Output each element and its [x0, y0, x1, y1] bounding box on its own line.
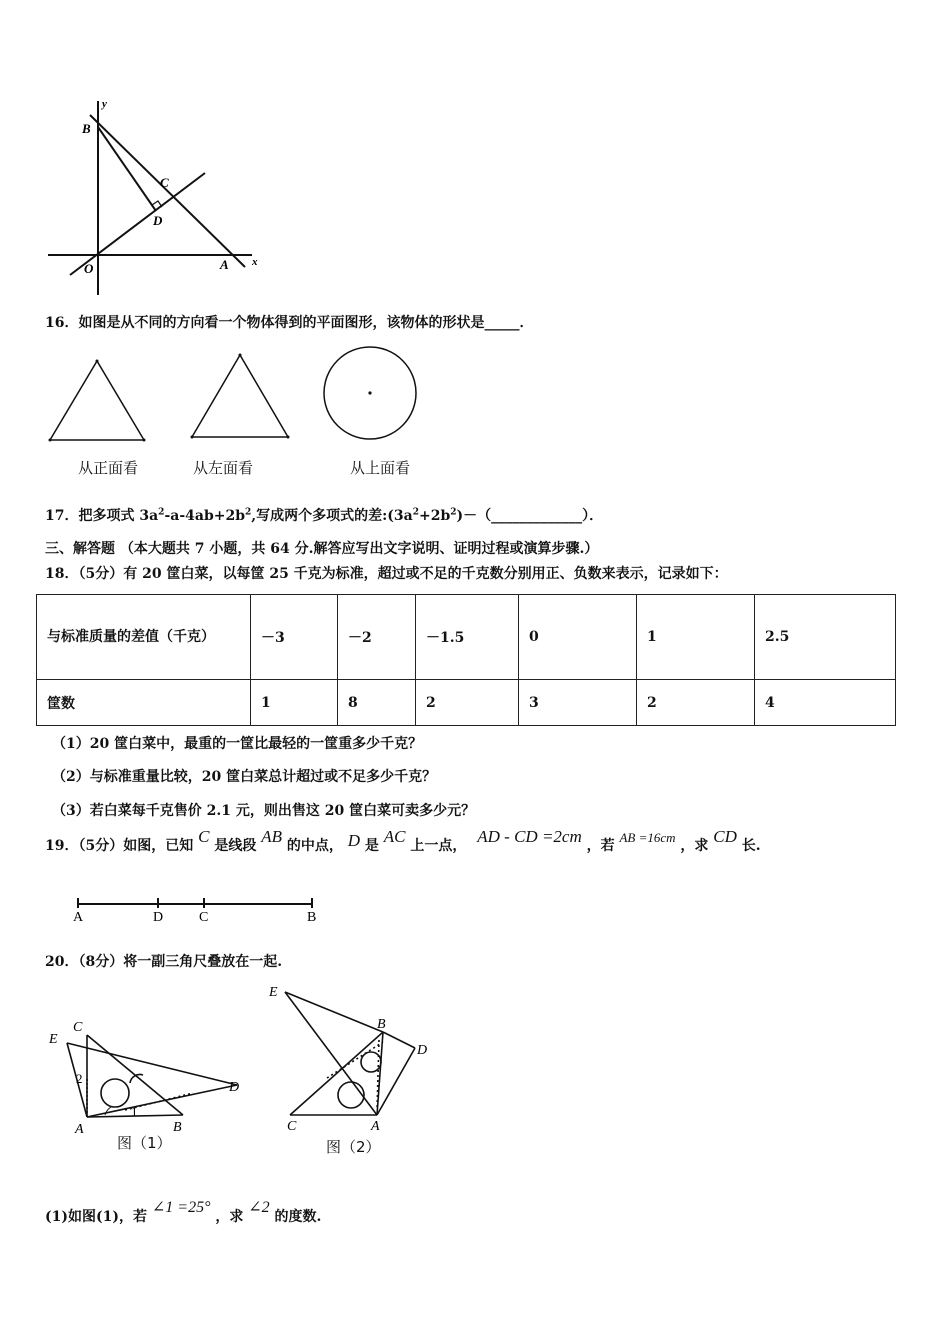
question-18-part-1: （1）20 筐白菜中，最重的一筐比最轻的一筐重多少千克？: [52, 736, 423, 752]
caption-left-view: 从左面看: [193, 459, 254, 477]
table-cell: 1: [251, 680, 338, 726]
table-cell: 2: [637, 680, 755, 726]
label-y: y: [102, 98, 107, 110]
question-19: 19．（5分）如图，已知 C 是线段 AB 的中点， D 是 AC 上一点， AD - CD =2cm ，若 AB =16cm ，求 CD 长.: [45, 827, 761, 854]
left-view-triangle: [192, 355, 288, 437]
segment-figure: [70, 892, 330, 924]
table-row: [37, 680, 896, 726]
fig1-label-a: A: [75, 1122, 84, 1137]
question-17: 17．把多项式 $3a^2-a-4ab+2b^2$,写成两个多项式的差$:(3a^2+2b^2)-(\_\_\_\_\_\_\_\_\_\_\_\_\_)$．: [45, 507, 604, 524]
fig2-caption: 图（2）: [326, 1138, 381, 1156]
label-a: A: [220, 257, 229, 272]
label-b: B: [82, 121, 91, 136]
table-row: [37, 595, 896, 680]
label-c: C: [160, 175, 169, 190]
table-cell: 2.5: [755, 595, 896, 680]
label-o: O: [84, 261, 94, 276]
caption-top-view: 从上面看: [350, 459, 411, 477]
caption-front-view: 从正面看: [78, 459, 139, 477]
table-cell: －2: [338, 595, 416, 680]
fig1-caption: 图（1）: [117, 1134, 172, 1152]
fig2-label-b: B: [377, 1017, 386, 1032]
fig1-label-1: 1: [131, 1104, 138, 1119]
three-views-figure: [40, 345, 440, 450]
circle-center-dot: [368, 391, 371, 394]
table-cell: 1: [637, 595, 755, 680]
fig1-label-e: E: [49, 1032, 58, 1047]
line-oc: [70, 173, 205, 275]
table-cell: 8: [338, 680, 416, 726]
set-square-figure-2: [265, 980, 445, 1150]
coordinate-figure: [40, 95, 270, 300]
fig1-label-d: D: [229, 1080, 240, 1095]
line-bd: [98, 127, 156, 211]
label-d: D: [153, 213, 163, 228]
table-cell: 3: [519, 680, 637, 726]
cabbage-weight-table: [36, 594, 896, 726]
question-20: 20．（8分）将一副三角尺叠放在一起.: [45, 954, 283, 970]
front-view-triangle: [50, 361, 144, 440]
line-ba: [90, 115, 245, 267]
question-18-part-2: （2）与标准重量比较，20 筐白菜总计超过或不足多少千克？: [52, 769, 437, 785]
table-cell: －1.5: [416, 595, 519, 680]
question-16: 16．如图是从不同的方向看一个物体得到的平面图形，该物体的形状是_____．: [45, 315, 534, 331]
fig2-label-c: C: [287, 1119, 297, 1134]
fig1-label-c: C: [73, 1020, 83, 1035]
seg-label-b: B: [307, 910, 317, 924]
seg-label-a: A: [73, 910, 84, 924]
seg-label-c: C: [199, 910, 209, 924]
question-18-part-3: （3）若白菜每千克售价 2.1 元，则出售这 20 筐白菜可卖多少元？: [52, 803, 476, 819]
seg-label-d: D: [153, 910, 164, 924]
table-header-cell: 筐数: [37, 680, 251, 726]
section-3-heading: 三、解答题 （本大题共 7 小题，共 64 分.解答应写出文字说明、证明过程或演算步骤.）: [45, 541, 599, 557]
question-18: 18．（5分）有 20 筐白菜，以每筐 25 千克为标准，超过或不足的千克数分别用正、负数来表示，记录如下：: [45, 566, 728, 582]
fig1-label-b: B: [173, 1120, 182, 1135]
table-cell: 0: [519, 595, 637, 680]
fig2-label-e: E: [269, 985, 278, 1000]
fig2-label-d: D: [417, 1043, 428, 1058]
fig1-label-2: 2: [76, 1071, 83, 1086]
table-cell: 2: [416, 680, 519, 726]
table-cell: －3: [251, 595, 338, 680]
table-cell: 4: [755, 680, 896, 726]
label-x: x: [252, 256, 258, 268]
fig2-label-a: A: [371, 1119, 380, 1134]
table-header-cell: 与标准质量的差值（千克）: [37, 595, 251, 680]
question-20-part-1: (1)如图(1)，若 ∠1 =25° ，求 ∠2 的度数.: [45, 1199, 322, 1225]
